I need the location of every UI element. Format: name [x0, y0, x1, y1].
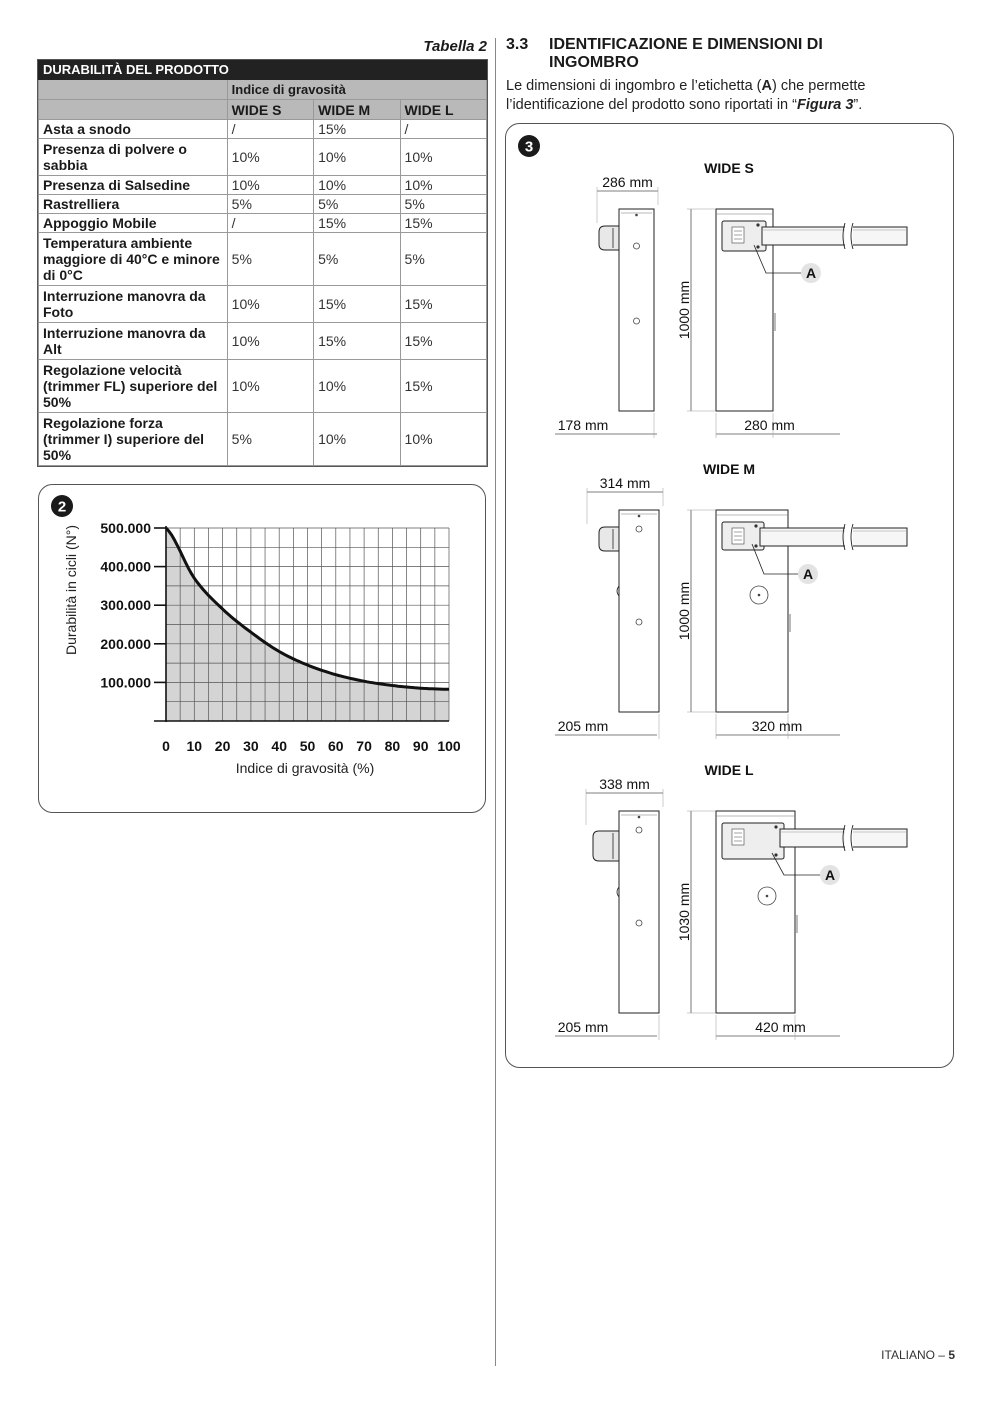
cell-value: 5% [227, 413, 313, 466]
cell-value: 10% [400, 176, 486, 195]
cell-value: / [227, 214, 313, 233]
pivot [774, 853, 777, 856]
height-dimension-label: 1030 mm [676, 882, 692, 942]
cell-value: 5% [227, 233, 313, 286]
section-number: 3.3 [506, 36, 529, 53]
model-drawing [555, 762, 907, 1040]
model-drawing [555, 160, 907, 438]
row-label: Appoggio Mobile [39, 214, 228, 233]
model-drawing [555, 461, 907, 739]
y-tick-label: 200.000 [100, 635, 151, 652]
cell-value: 15% [314, 286, 400, 323]
cell-value: 5% [400, 195, 486, 214]
page-number: 5 [948, 1348, 955, 1362]
model-name: WIDE S [704, 160, 754, 176]
cell-value: 15% [400, 286, 486, 323]
table-row [39, 323, 487, 360]
cell-value: 10% [314, 360, 400, 413]
table-row [39, 413, 487, 466]
cell-value: / [400, 120, 486, 139]
figure-number: 2 [57, 498, 67, 516]
row-label: Temperatura ambiente maggiore di 40°C e minore di 0°C [39, 233, 228, 286]
column-header: WIDE L [400, 100, 486, 120]
pivot [774, 825, 777, 828]
row-label: Presenza di polvere o sabbia [39, 139, 228, 176]
figure-number: 3 [524, 138, 534, 156]
index-header: Indice di gravosità [227, 80, 486, 100]
top-dimension-label: 286 mm [602, 174, 653, 190]
y-axis-label: Durabilità in cicli (N°) [63, 524, 79, 656]
body-text: ”. [853, 97, 863, 113]
table-caption: Tabella 2 [423, 38, 487, 55]
row-label: Interruzione manovra da Alt [39, 323, 228, 360]
row-label: Interruzione manovra da Foto [39, 286, 228, 323]
column-side-view [619, 811, 659, 1013]
height-dimension-label: 1000 mm [676, 280, 692, 340]
figure-ref: Figura 3 [796, 97, 854, 113]
top-dimension-label: 338 mm [599, 776, 650, 792]
x-tick-label: 10 [186, 738, 203, 754]
callout-letter: A [805, 265, 817, 281]
row-label: Regolazione forza (trimmer I) superiore del 50% [39, 413, 228, 466]
pivot [754, 524, 757, 527]
motor-housing [593, 831, 619, 861]
section-body [506, 77, 956, 115]
cell-value: 10% [227, 139, 313, 176]
model-name: WIDE L [704, 762, 754, 778]
x-tick-label: 20 [214, 738, 231, 754]
screw [638, 816, 641, 819]
cell-value: 15% [400, 323, 486, 360]
durability-table [38, 60, 487, 466]
table-row [39, 120, 487, 139]
cell-value: 5% [314, 195, 400, 214]
screw [638, 515, 641, 518]
screw [635, 214, 638, 217]
x-tick-label: 80 [384, 738, 401, 754]
cell-value: 10% [227, 360, 313, 413]
section-title: IDENTIFICAZIONE E DIMENSIONI DI INGOMBRO [549, 36, 823, 71]
callout-letter: A [802, 566, 814, 582]
barrier-arm [760, 528, 907, 546]
lock-center [766, 895, 769, 898]
page-footer [881, 1348, 955, 1362]
table-row [39, 195, 487, 214]
table-row [39, 176, 487, 195]
body-text: Le dimensioni di ingombro e l’etichetta ( [506, 78, 762, 94]
cell-value: 10% [314, 176, 400, 195]
durability-chart [100, 520, 461, 754]
motor-panel [722, 823, 784, 859]
cell-value: 10% [227, 176, 313, 195]
table-row [39, 233, 487, 286]
cell-value: 10% [227, 323, 313, 360]
y-tick-label: 300.000 [100, 597, 151, 614]
x-tick-label: 90 [412, 738, 429, 754]
x-tick-label: 50 [299, 738, 316, 754]
cell-value: 10% [314, 139, 400, 176]
cell-value: 15% [314, 323, 400, 360]
y-tick-label: 500.000 [100, 520, 151, 536]
column-side-view [619, 510, 659, 712]
x-tick-label: 0 [162, 738, 170, 754]
callout-letter: A [824, 867, 836, 883]
table-row [39, 214, 487, 233]
column-header: WIDE S [227, 100, 313, 120]
table-row [39, 139, 487, 176]
height-dimension-label: 1000 mm [676, 581, 692, 641]
cell-value: 5% [400, 233, 486, 286]
table-title: DURABILITÀ DEL PRODOTTO [39, 61, 487, 80]
x-tick-label: 100 [437, 738, 461, 754]
motor-housing [599, 226, 619, 250]
row-label: Rastrelliera [39, 195, 228, 214]
cell-value: 15% [400, 214, 486, 233]
cell-value: 10% [400, 413, 486, 466]
figure-3 [505, 123, 955, 1069]
x-axis-label: Indice di gravosità (%) [235, 760, 375, 776]
row-label: Presenza di Salsedine [39, 176, 228, 195]
table-corner-cell [39, 100, 228, 120]
width-dimension-label: 320 mm [751, 718, 803, 734]
body-text: ) che permette l’identificazione del prodotto sono riportati in “ [506, 78, 866, 113]
column-divider [495, 38, 496, 1366]
cell-value: 5% [227, 195, 313, 214]
cell-value: 15% [400, 360, 486, 413]
motor-housing [599, 527, 619, 551]
column-side-view [619, 209, 654, 411]
depth-dimension-label: 205 mm [557, 1019, 609, 1035]
top-dimension-label: 314 mm [599, 475, 651, 491]
cell-value: 10% [314, 413, 400, 466]
depth-dimension-label: 205 mm [557, 718, 609, 734]
cell-value: 15% [314, 120, 400, 139]
table-row [39, 286, 487, 323]
model-name: WIDE M [702, 461, 756, 477]
cell-value: 15% [314, 214, 400, 233]
table-corner-cell [39, 80, 228, 100]
pivot [756, 245, 759, 248]
column-header: WIDE M [314, 100, 400, 120]
row-label: Asta a snodo [39, 120, 228, 139]
cell-value: / [227, 120, 313, 139]
pivot [754, 544, 757, 547]
depth-dimension-label: 178 mm [557, 417, 609, 433]
x-tick-label: 60 [328, 738, 344, 754]
barrier-arm [762, 227, 907, 245]
cell-value: 10% [400, 139, 486, 176]
y-tick-label: 400.000 [100, 558, 151, 575]
cell-value: 10% [227, 286, 313, 323]
width-dimension-label: 280 mm [744, 417, 795, 433]
table-row [39, 360, 487, 413]
x-tick-label: 30 [243, 738, 259, 754]
figure-2 [38, 484, 487, 814]
cell-value: 5% [314, 233, 400, 286]
row-label: Regolazione velocità (trimmer FL) superiore del 50% [39, 360, 228, 413]
x-tick-label: 40 [271, 738, 287, 754]
lock-center [758, 594, 761, 597]
body-label-ref: A [761, 78, 772, 94]
x-tick-label: 70 [356, 738, 372, 754]
pivot [756, 223, 759, 226]
footer-language: ITALIANO – [881, 1348, 949, 1362]
width-dimension-label: 420 mm [755, 1019, 806, 1035]
y-tick-label: 100.000 [100, 674, 151, 691]
